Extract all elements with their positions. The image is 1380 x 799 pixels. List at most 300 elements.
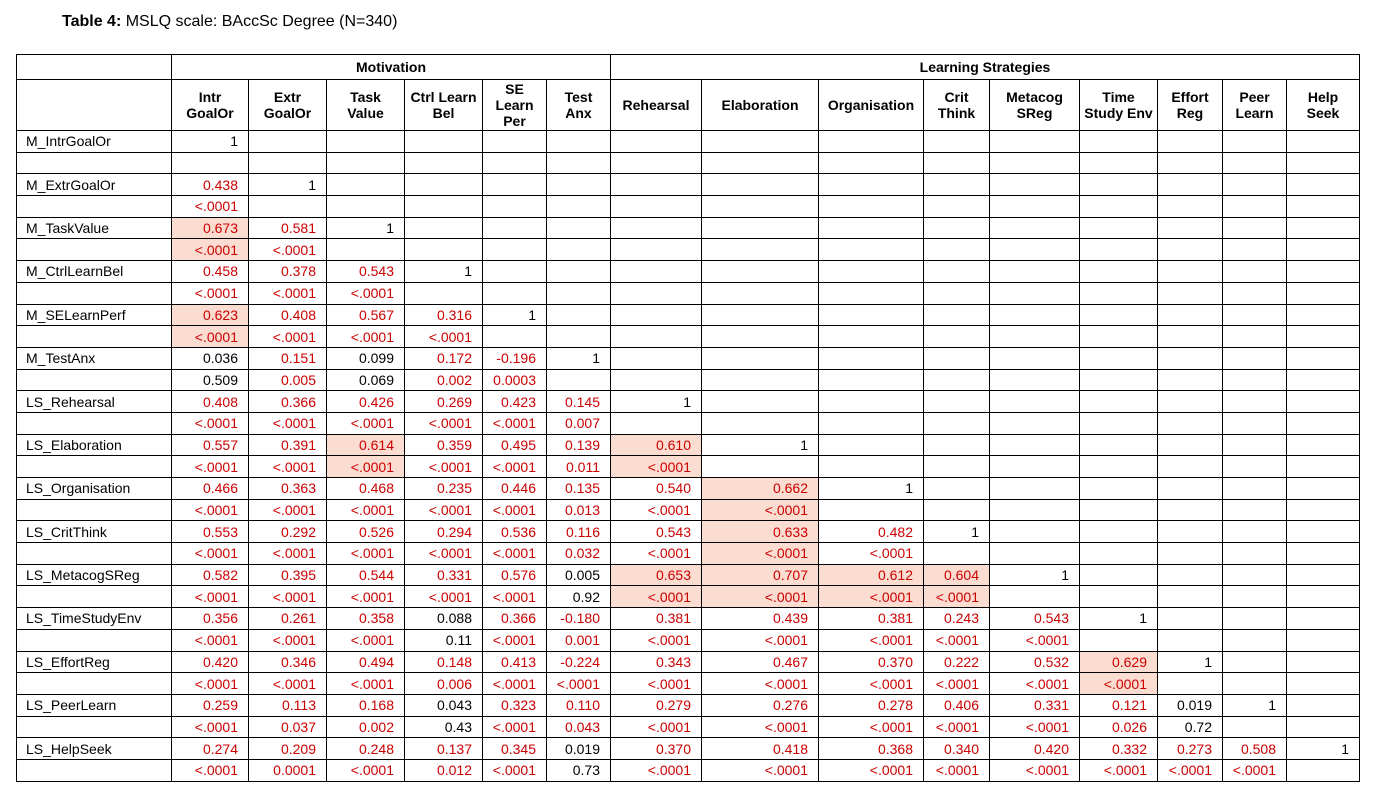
p-value-cell: <.0001 bbox=[483, 629, 547, 651]
empty-cell bbox=[17, 586, 172, 608]
empty-cell bbox=[17, 196, 172, 218]
empty-cell bbox=[1158, 196, 1223, 218]
empty-cell bbox=[1080, 282, 1158, 304]
column-header: Organisation bbox=[819, 80, 924, 131]
correlation-cell: 0.137 bbox=[405, 738, 483, 760]
empty-cell bbox=[819, 391, 924, 413]
p-value-cell: <.0001 bbox=[611, 629, 702, 651]
empty-cell bbox=[1158, 131, 1223, 153]
empty-cell bbox=[819, 499, 924, 521]
correlation-cell: 0.543 bbox=[327, 261, 405, 283]
p-value-cell: <.0001 bbox=[405, 456, 483, 478]
p-value-cell: <.0001 bbox=[172, 456, 249, 478]
empty-cell bbox=[1223, 478, 1287, 500]
empty-cell bbox=[547, 196, 611, 218]
table-row bbox=[17, 608, 1360, 630]
p-value-cell: <.0001 bbox=[327, 456, 405, 478]
empty-cell bbox=[17, 716, 172, 738]
empty-cell bbox=[547, 282, 611, 304]
correlation-cell: 0.343 bbox=[611, 651, 702, 673]
correlation-cell: 0.248 bbox=[327, 738, 405, 760]
empty-cell bbox=[611, 326, 702, 348]
table-row bbox=[17, 521, 1360, 543]
correlation-cell: 0.323 bbox=[483, 694, 547, 716]
p-value-cell: <.0001 bbox=[327, 499, 405, 521]
empty-cell bbox=[1158, 282, 1223, 304]
empty-cell bbox=[990, 456, 1080, 478]
p-value-cell: <.0001 bbox=[1158, 759, 1223, 781]
empty-cell bbox=[1158, 174, 1223, 196]
empty-cell bbox=[1158, 434, 1223, 456]
correlation-cell: 0.276 bbox=[702, 694, 819, 716]
correlation-cell: 0.261 bbox=[249, 608, 327, 630]
empty-cell bbox=[702, 391, 819, 413]
p-value-cell: 0.007 bbox=[547, 412, 611, 434]
row-label: LS_Elaboration bbox=[17, 434, 172, 456]
empty-cell bbox=[702, 131, 819, 153]
p-value-cell: <.0001 bbox=[483, 412, 547, 434]
row-label: LS_Organisation bbox=[17, 478, 172, 500]
column-header: Extr GoalOr bbox=[249, 80, 327, 131]
empty-cell bbox=[17, 326, 172, 348]
empty-cell bbox=[990, 369, 1080, 391]
p-value-cell: <.0001 bbox=[483, 716, 547, 738]
empty-cell bbox=[1158, 673, 1223, 695]
p-value-cell: <.0001 bbox=[702, 586, 819, 608]
p-value-cell: <.0001 bbox=[611, 716, 702, 738]
empty-cell bbox=[1223, 499, 1287, 521]
empty-cell bbox=[483, 174, 547, 196]
empty-cell bbox=[702, 174, 819, 196]
empty-cell bbox=[819, 369, 924, 391]
row-label: LS_TimeStudyEnv bbox=[17, 608, 172, 630]
empty-cell bbox=[819, 174, 924, 196]
table-row bbox=[17, 326, 1360, 348]
row-label: M_ExtrGoalOr bbox=[17, 174, 172, 196]
empty-cell bbox=[702, 326, 819, 348]
table-row bbox=[17, 152, 1360, 174]
empty-cell bbox=[483, 152, 547, 174]
correlation-cell: -0.180 bbox=[547, 608, 611, 630]
table-row bbox=[17, 629, 1360, 651]
correlation-cell: 0.468 bbox=[327, 478, 405, 500]
empty-cell bbox=[702, 282, 819, 304]
empty-cell bbox=[1223, 412, 1287, 434]
empty-cell bbox=[483, 261, 547, 283]
empty-cell bbox=[611, 196, 702, 218]
p-value-cell: <.0001 bbox=[172, 196, 249, 218]
row-label: M_CtrlLearnBel bbox=[17, 261, 172, 283]
empty-cell bbox=[1287, 304, 1360, 326]
empty-cell bbox=[702, 304, 819, 326]
empty-cell bbox=[1080, 434, 1158, 456]
correlation-cell: 0.623 bbox=[172, 304, 249, 326]
empty-cell bbox=[1223, 239, 1287, 261]
correlation-cell: 1 bbox=[1287, 738, 1360, 760]
correlation-cell: 0.446 bbox=[483, 478, 547, 500]
correlation-cell: 0.151 bbox=[249, 347, 327, 369]
p-value-cell: 0.72 bbox=[1158, 716, 1223, 738]
row-label: LS_CritThink bbox=[17, 521, 172, 543]
p-value-cell: <.0001 bbox=[327, 282, 405, 304]
correlation-cell: 0.614 bbox=[327, 434, 405, 456]
empty-cell bbox=[819, 261, 924, 283]
empty-cell bbox=[1080, 174, 1158, 196]
p-value-cell: <.0001 bbox=[327, 759, 405, 781]
empty-cell bbox=[1158, 499, 1223, 521]
empty-cell bbox=[990, 521, 1080, 543]
p-value-cell: 0.013 bbox=[547, 499, 611, 521]
empty-cell bbox=[990, 543, 1080, 565]
empty-cell bbox=[1158, 261, 1223, 283]
correlation-cell: 0.532 bbox=[990, 651, 1080, 673]
empty-cell bbox=[1080, 369, 1158, 391]
empty-cell bbox=[1287, 716, 1360, 738]
correlation-cell: 0.653 bbox=[611, 564, 702, 586]
empty-cell bbox=[327, 152, 405, 174]
p-value-cell: <.0001 bbox=[249, 586, 327, 608]
empty-cell bbox=[1080, 629, 1158, 651]
empty-cell bbox=[1080, 196, 1158, 218]
column-header: Task Value bbox=[327, 80, 405, 131]
table-row bbox=[17, 738, 1360, 760]
p-value-cell: 0.0001 bbox=[249, 759, 327, 781]
empty-cell bbox=[249, 196, 327, 218]
p-value-cell: <.0001 bbox=[702, 499, 819, 521]
empty-cell bbox=[1223, 586, 1287, 608]
empty-cell bbox=[17, 673, 172, 695]
empty-cell bbox=[819, 239, 924, 261]
correlation-cell: 0.381 bbox=[819, 608, 924, 630]
empty-cell bbox=[924, 282, 990, 304]
correlation-cell: 1 bbox=[702, 434, 819, 456]
table-row bbox=[17, 131, 1360, 153]
correlation-cell: 0.482 bbox=[819, 521, 924, 543]
column-header: Elaboration bbox=[702, 80, 819, 131]
empty-cell bbox=[990, 217, 1080, 239]
p-value-cell: <.0001 bbox=[611, 759, 702, 781]
empty-cell bbox=[1223, 217, 1287, 239]
correlation-cell: 0.536 bbox=[483, 521, 547, 543]
empty-cell bbox=[1287, 478, 1360, 500]
correlation-cell: 1 bbox=[1158, 651, 1223, 673]
empty-cell bbox=[819, 412, 924, 434]
empty-cell bbox=[611, 174, 702, 196]
correlation-cell: 1 bbox=[1223, 694, 1287, 716]
correlation-cell: -0.224 bbox=[547, 651, 611, 673]
empty-cell bbox=[17, 412, 172, 434]
table-row bbox=[17, 586, 1360, 608]
p-value-cell: 0.037 bbox=[249, 716, 327, 738]
empty-cell bbox=[924, 304, 990, 326]
empty-cell bbox=[1223, 131, 1287, 153]
p-value-cell: <.0001 bbox=[327, 586, 405, 608]
p-value-cell: <.0001 bbox=[990, 673, 1080, 695]
empty-cell bbox=[611, 304, 702, 326]
empty-cell bbox=[1158, 608, 1223, 630]
correlation-cell: 1 bbox=[611, 391, 702, 413]
empty-cell bbox=[1287, 152, 1360, 174]
p-value-cell: 0.43 bbox=[405, 716, 483, 738]
empty-cell bbox=[1080, 326, 1158, 348]
table-row bbox=[17, 434, 1360, 456]
p-value-cell: <.0001 bbox=[819, 543, 924, 565]
p-value-cell: <.0001 bbox=[990, 629, 1080, 651]
correlation-cell: 0.209 bbox=[249, 738, 327, 760]
p-value-cell: <.0001 bbox=[483, 543, 547, 565]
empty-cell bbox=[1223, 391, 1287, 413]
p-value-cell: 0.002 bbox=[327, 716, 405, 738]
table-row bbox=[17, 694, 1360, 716]
correlation-cell: 0.391 bbox=[249, 434, 327, 456]
empty-cell bbox=[1158, 412, 1223, 434]
correlation-cell: 0.557 bbox=[172, 434, 249, 456]
empty-cell bbox=[17, 152, 172, 174]
correlation-cell: 1 bbox=[924, 521, 990, 543]
correlation-cell: 0.116 bbox=[547, 521, 611, 543]
correlation-cell: 1 bbox=[990, 564, 1080, 586]
table-header bbox=[17, 55, 1360, 131]
empty-cell bbox=[1287, 759, 1360, 781]
table-row bbox=[17, 651, 1360, 673]
empty-cell bbox=[924, 456, 990, 478]
correlation-cell: -0.196 bbox=[483, 347, 547, 369]
empty-cell bbox=[1080, 239, 1158, 261]
empty-cell bbox=[1287, 412, 1360, 434]
p-value-cell: <.0001 bbox=[405, 586, 483, 608]
table-row bbox=[17, 347, 1360, 369]
correlation-cell: 0.294 bbox=[405, 521, 483, 543]
empty-cell bbox=[1080, 152, 1158, 174]
empty-cell bbox=[1158, 521, 1223, 543]
empty-cell bbox=[249, 131, 327, 153]
empty-cell bbox=[17, 456, 172, 478]
correlation-cell: 0.019 bbox=[1158, 694, 1223, 716]
empty-cell bbox=[17, 543, 172, 565]
empty-cell bbox=[990, 434, 1080, 456]
empty-cell bbox=[924, 261, 990, 283]
correlation-cell: 0.278 bbox=[819, 694, 924, 716]
p-value-cell: <.0001 bbox=[819, 759, 924, 781]
correlation-cell: 0.567 bbox=[327, 304, 405, 326]
empty-cell bbox=[17, 239, 172, 261]
p-value-cell: 0.006 bbox=[405, 673, 483, 695]
empty-cell bbox=[547, 261, 611, 283]
p-value-cell: <.0001 bbox=[702, 716, 819, 738]
correlation-cell: 0.274 bbox=[172, 738, 249, 760]
empty-cell bbox=[17, 499, 172, 521]
empty-cell bbox=[1080, 521, 1158, 543]
corner-cell bbox=[17, 55, 172, 80]
p-value-cell: <.0001 bbox=[172, 326, 249, 348]
correlation-cell: 0.612 bbox=[819, 564, 924, 586]
empty-cell bbox=[1158, 239, 1223, 261]
p-value-cell: <.0001 bbox=[327, 543, 405, 565]
empty-cell bbox=[1223, 326, 1287, 348]
empty-cell bbox=[1158, 391, 1223, 413]
correlation-cell: 0.426 bbox=[327, 391, 405, 413]
empty-cell bbox=[1223, 521, 1287, 543]
correlation-cell: 0.408 bbox=[172, 391, 249, 413]
correlation-cell: 0.259 bbox=[172, 694, 249, 716]
empty-cell bbox=[405, 239, 483, 261]
empty-cell bbox=[990, 304, 1080, 326]
correlation-cell: 0.110 bbox=[547, 694, 611, 716]
empty-cell bbox=[924, 131, 990, 153]
correlation-cell: 0.418 bbox=[702, 738, 819, 760]
table-row bbox=[17, 196, 1360, 218]
p-value-cell: <.0001 bbox=[924, 673, 990, 695]
correlation-cell: 0.099 bbox=[327, 347, 405, 369]
empty-cell bbox=[1287, 564, 1360, 586]
p-value-cell: <.0001 bbox=[172, 673, 249, 695]
correlation-cell: 0.368 bbox=[819, 738, 924, 760]
empty-cell bbox=[405, 152, 483, 174]
empty-cell bbox=[547, 131, 611, 153]
p-value-cell: <.0001 bbox=[924, 586, 990, 608]
empty-cell bbox=[702, 369, 819, 391]
correlation-cell: 0.222 bbox=[924, 651, 990, 673]
empty-cell bbox=[1223, 608, 1287, 630]
table-row bbox=[17, 543, 1360, 565]
empty-cell bbox=[1080, 391, 1158, 413]
empty-cell bbox=[1223, 347, 1287, 369]
empty-cell bbox=[990, 499, 1080, 521]
correlation-cell: 0.633 bbox=[702, 521, 819, 543]
empty-cell bbox=[547, 304, 611, 326]
empty-cell bbox=[819, 217, 924, 239]
corner-cell bbox=[17, 80, 172, 131]
correlation-cell: 0.543 bbox=[611, 521, 702, 543]
empty-cell bbox=[483, 131, 547, 153]
row-label: LS_Rehearsal bbox=[17, 391, 172, 413]
p-value-cell: <.0001 bbox=[611, 586, 702, 608]
empty-cell bbox=[1287, 543, 1360, 565]
correlation-cell: 0.331 bbox=[990, 694, 1080, 716]
empty-cell bbox=[1080, 412, 1158, 434]
table-row bbox=[17, 282, 1360, 304]
p-value-cell: <.0001 bbox=[924, 716, 990, 738]
empty-cell bbox=[990, 282, 1080, 304]
p-value-cell: <.0001 bbox=[249, 543, 327, 565]
empty-cell bbox=[405, 217, 483, 239]
correlation-cell: 0.363 bbox=[249, 478, 327, 500]
correlation-cell: 0.582 bbox=[172, 564, 249, 586]
empty-cell bbox=[17, 759, 172, 781]
p-value-cell: <.0001 bbox=[924, 629, 990, 651]
p-value-cell: <.0001 bbox=[1080, 759, 1158, 781]
empty-cell bbox=[1223, 651, 1287, 673]
empty-cell bbox=[924, 499, 990, 521]
empty-cell bbox=[924, 196, 990, 218]
table-row bbox=[17, 478, 1360, 500]
empty-cell bbox=[1223, 456, 1287, 478]
empty-cell bbox=[405, 196, 483, 218]
empty-cell bbox=[924, 478, 990, 500]
p-value-cell: <.0001 bbox=[483, 499, 547, 521]
row-label: M_SELearnPerf bbox=[17, 304, 172, 326]
column-header: Rehearsal bbox=[611, 80, 702, 131]
table-body bbox=[17, 131, 1360, 782]
p-value-cell: <.0001 bbox=[172, 412, 249, 434]
empty-cell bbox=[1223, 174, 1287, 196]
correlation-cell: 0.420 bbox=[990, 738, 1080, 760]
correlation-cell: 0.235 bbox=[405, 478, 483, 500]
correlation-cell: 0.168 bbox=[327, 694, 405, 716]
column-header-row bbox=[17, 80, 1360, 131]
correlation-cell: 0.243 bbox=[924, 608, 990, 630]
empty-cell bbox=[1287, 586, 1360, 608]
correlation-cell: 0.707 bbox=[702, 564, 819, 586]
column-header: Ctrl Learn Bel bbox=[405, 80, 483, 131]
empty-cell bbox=[924, 369, 990, 391]
empty-cell bbox=[405, 282, 483, 304]
p-value-cell: <.0001 bbox=[249, 673, 327, 695]
empty-cell bbox=[1158, 456, 1223, 478]
correlation-cell: 0.544 bbox=[327, 564, 405, 586]
correlation-cell: 0.381 bbox=[611, 608, 702, 630]
column-header: Metacog SReg bbox=[990, 80, 1080, 131]
empty-cell bbox=[924, 217, 990, 239]
empty-cell bbox=[1287, 239, 1360, 261]
empty-cell bbox=[702, 347, 819, 369]
empty-cell bbox=[1287, 196, 1360, 218]
p-value-cell: <.0001 bbox=[611, 543, 702, 565]
correlation-cell: 0.316 bbox=[405, 304, 483, 326]
empty-cell bbox=[17, 629, 172, 651]
p-value-cell: <.0001 bbox=[405, 543, 483, 565]
empty-cell bbox=[990, 174, 1080, 196]
empty-cell bbox=[611, 347, 702, 369]
correlation-cell: 0.005 bbox=[547, 564, 611, 586]
p-value-cell: <.0001 bbox=[819, 673, 924, 695]
p-value-cell: <.0001 bbox=[405, 412, 483, 434]
empty-cell bbox=[611, 239, 702, 261]
empty-cell bbox=[1223, 304, 1287, 326]
correlation-cell: 0.467 bbox=[702, 651, 819, 673]
correlation-cell: 0.581 bbox=[249, 217, 327, 239]
empty-cell bbox=[990, 586, 1080, 608]
correlation-cell: 0.332 bbox=[1080, 738, 1158, 760]
empty-cell bbox=[702, 456, 819, 478]
empty-cell bbox=[990, 391, 1080, 413]
empty-cell bbox=[547, 326, 611, 348]
p-value-cell: <.0001 bbox=[924, 759, 990, 781]
p-value-cell: 0.11 bbox=[405, 629, 483, 651]
empty-cell bbox=[1080, 499, 1158, 521]
column-header: Test Anx bbox=[547, 80, 611, 131]
correlation-cell: 0.088 bbox=[405, 608, 483, 630]
p-value-cell: <.0001 bbox=[1080, 673, 1158, 695]
empty-cell bbox=[611, 282, 702, 304]
correlation-cell: 0.273 bbox=[1158, 738, 1223, 760]
empty-cell bbox=[1223, 369, 1287, 391]
empty-cell bbox=[611, 131, 702, 153]
row-label: LS_EffortReg bbox=[17, 651, 172, 673]
p-value-cell: 0.92 bbox=[547, 586, 611, 608]
correlation-cell: 0.673 bbox=[172, 217, 249, 239]
empty-cell bbox=[1287, 261, 1360, 283]
table-number: Table 4: bbox=[62, 13, 122, 30]
empty-cell bbox=[1287, 456, 1360, 478]
empty-cell bbox=[1080, 347, 1158, 369]
correlation-cell: 0.494 bbox=[327, 651, 405, 673]
empty-cell bbox=[547, 239, 611, 261]
correlation-cell: 0.366 bbox=[483, 608, 547, 630]
empty-cell bbox=[611, 261, 702, 283]
empty-cell bbox=[1223, 261, 1287, 283]
empty-cell bbox=[1080, 543, 1158, 565]
